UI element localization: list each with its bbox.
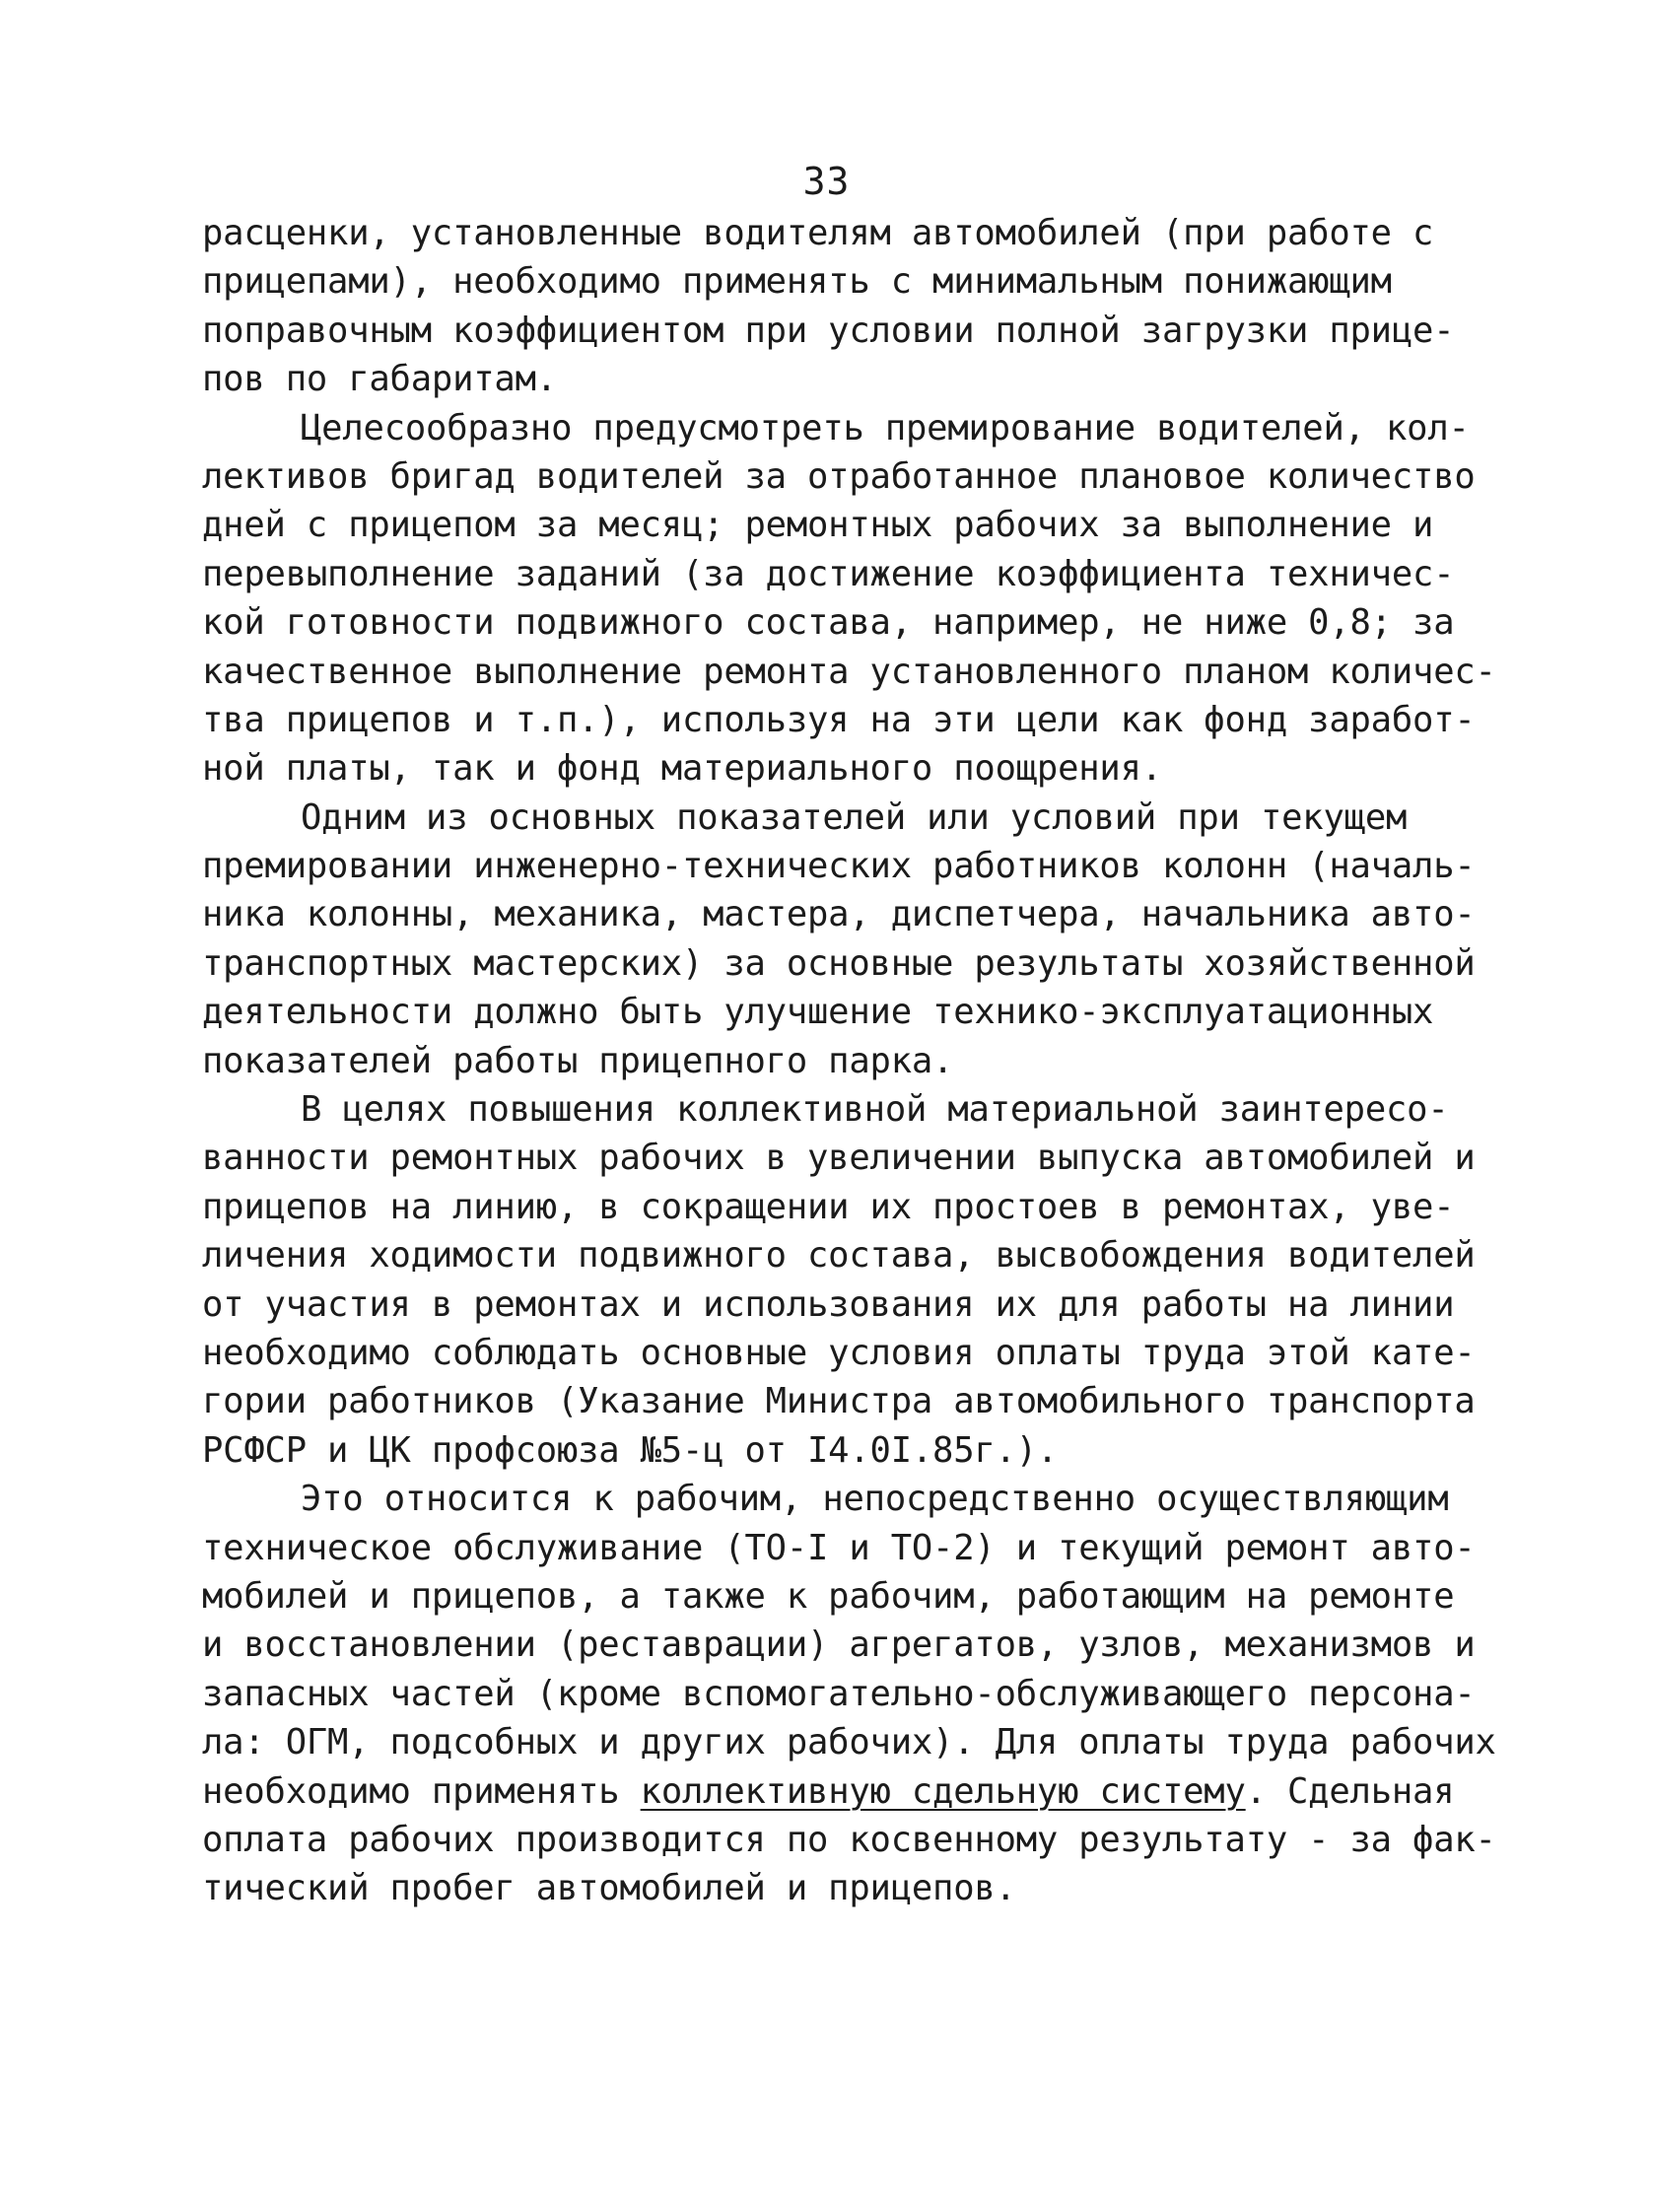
- text-line: ника колонны, механика, мастера, диспетчера, начальника авто-: [202, 894, 1476, 935]
- document-body: [202, 209, 1496, 1913]
- text-segment: . Сдельная: [1245, 1770, 1455, 1812]
- text-line: показателей работы прицепного парка.: [202, 1040, 954, 1081]
- text-line: от участия в ремонтах и использования их для работы на линии: [202, 1283, 1455, 1325]
- text-line: кой готовности подвижного состава, например, не ниже 0,8; за: [202, 602, 1455, 644]
- text-line: тва прицепов и т.п.), используя на эти цели как фонд заработ-: [202, 699, 1476, 740]
- text-line: запасных частей (кроме вспомогательно-обслуживающего персона-: [202, 1673, 1476, 1714]
- paragraph-first-line: В целях повышения коллективной материальной заинтересо-: [301, 1089, 1449, 1131]
- underlined-phrase: коллективную сдельную систему: [640, 1770, 1246, 1812]
- text-line: необходимо соблюдать основные условия оплаты труда этой кате-: [202, 1332, 1476, 1373]
- text-line: пов по габаритам.: [202, 359, 557, 400]
- text-line: ла: ОГМ, подсобных и других рабочих). Для оплаты труда рабочих: [202, 1722, 1496, 1763]
- paragraph-first-line: Целесообразно предусмотреть премирование водителей, кол-: [301, 407, 1470, 449]
- text-line: поправочным коэффициентом при условии полной загрузки прице-: [202, 310, 1455, 351]
- text-segment: необходимо применять: [202, 1770, 641, 1812]
- text-line: оплата рабочих производится по косвенному результату - за фак-: [202, 1819, 1496, 1860]
- text-line: РСФСР и ЦК профсоюза №5-ц от I4.0I.85г.).: [202, 1429, 1059, 1471]
- text-line: и восстановлении (реставрации) агрегатов, узлов, механизмов и: [202, 1624, 1476, 1666]
- text-line-with-underline: [202, 1767, 1483, 1816]
- text-line: ной платы, так и фонд материального поощрения.: [202, 748, 1162, 790]
- text-line: гории работников (Указание Министра автомобильного транспорта: [202, 1381, 1476, 1422]
- text-line: тический пробег автомобилей и прицепов.: [202, 1868, 1016, 1909]
- text-line: расценки, установленные водителям автомобилей (при работе с: [202, 213, 1434, 253]
- text-line: дней с прицепом за месяц; ремонтных рабочих за выполнение и: [202, 505, 1434, 546]
- text-line: деятельности должно быть улучшение технико-эксплуатационных: [202, 992, 1434, 1033]
- text-line: техническое обслуживание (ТО-I и ТО-2) и текущий ремонт авто-: [202, 1527, 1476, 1568]
- text-line: прицепов на линию, в сокращении их простоев в ремонтах, уве-: [202, 1186, 1455, 1227]
- text-line: перевыполнение заданий (за достижение коэффициента техничес-: [202, 553, 1455, 594]
- text-line: транспортных мастерских) за основные результаты хозяйственной: [202, 942, 1476, 984]
- text-line: мобилей и прицепов, а также к рабочим, работающим на ремонте: [202, 1575, 1455, 1617]
- text-line: прицепами), необходимо применять с минимальным понижающим: [202, 261, 1392, 303]
- text-line: качественное выполнение ремонта установленного планом количес-: [202, 651, 1496, 692]
- text-line: премировании инженерно-технических работников колонн (началь-: [202, 846, 1476, 887]
- paragraph-first-line: Это относится к рабочим, непосредственно осуществляющим: [301, 1479, 1449, 1520]
- page-number: 33: [802, 160, 851, 203]
- paragraph-first-line: Одним из основных показателей или условий при текущем: [301, 796, 1408, 838]
- text-line: лективов бригад водителей за отработанное плановое количество: [202, 455, 1476, 497]
- text-line: личения ходимости подвижного состава, высвобождения водителей: [202, 1235, 1476, 1277]
- text-line: ванности ремонтных рабочих в увеличении выпуска автомобилей и: [202, 1138, 1476, 1179]
